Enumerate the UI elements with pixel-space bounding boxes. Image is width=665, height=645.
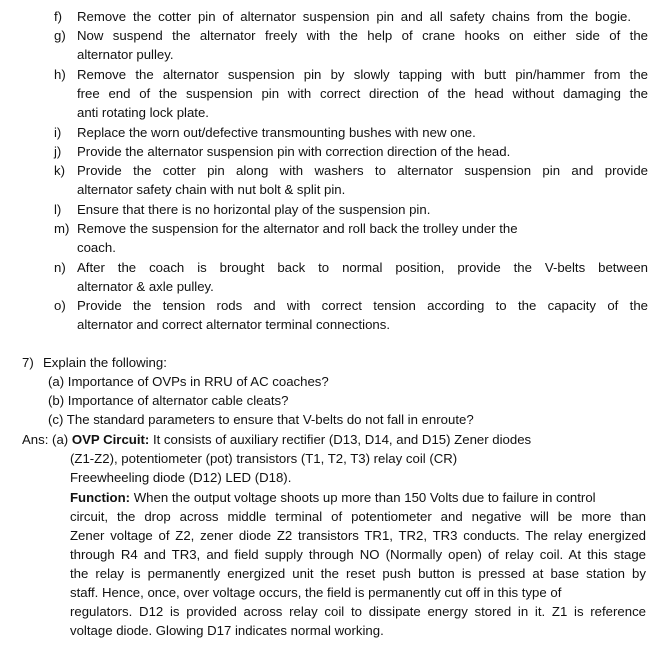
question-part: (a) Importance of OVPs in RRU of AC coaches?	[48, 374, 329, 389]
step-text: alternator and correct alternator terminal connections.	[77, 317, 390, 332]
step-text: Replace the worn out/defective transmounting bushes with new one.	[77, 125, 476, 140]
function-text: Zener voltage of Z2, zener diode Z2 transistors TR1, TR2, TR3 conducts. The relay energized	[70, 528, 646, 543]
step-text: anti rotating lock plate.	[77, 105, 209, 120]
step-label: n)	[54, 260, 66, 275]
step-text: Provide the tension rods and with correct tension according to the capacity of the	[77, 298, 648, 313]
question-part: (c) The standard parameters to ensure that V-belts do not fall in enroute?	[48, 412, 474, 427]
step-label: g)	[54, 28, 66, 43]
answer-line	[22, 430, 531, 449]
step-label: o)	[54, 298, 66, 313]
question-title: Explain the following:	[43, 355, 167, 370]
function-text: voltage diode. Glowing D17 indicates normal working.	[70, 623, 384, 638]
question-number: 7)	[22, 355, 34, 370]
step-text: Now suspend the alternator freely with the help of crane hooks on either side of the	[77, 28, 648, 43]
question-part: (b) Importance of alternator cable cleats?	[48, 393, 289, 408]
answer-heading-text: It consists of auxiliary rectifier (D13, D14, and D15) Zener diodes	[149, 432, 532, 447]
step-text: Remove the alternator suspension pin by slowly tapping with butt pin/hammer from the	[77, 67, 648, 82]
function-text: through R4 and TR3, and field supply through NO (Normally open) of relay coil. At this stage	[70, 547, 646, 562]
step-text: Provide the cotter pin along with washers to alternator suspension pin and provide	[77, 163, 648, 178]
step-text: Remove the suspension for the alternator and roll back the trolley under the	[77, 221, 518, 236]
step-label: k)	[54, 163, 65, 178]
function-text: regulators. D12 is provided across relay coil to dissipate energy stored in it. Z1 is reference	[70, 604, 646, 619]
function-line	[70, 488, 596, 507]
step-label: i)	[54, 125, 62, 140]
function-label: Function:	[70, 490, 131, 505]
step-text: alternator safety chain with nut bolt & split pin.	[77, 182, 346, 197]
step-text: alternator pulley.	[77, 47, 174, 62]
answer-heading: OVP Circuit:	[71, 432, 150, 447]
step-text: free end of the suspension pin with correct direction of the head without damaging the	[77, 86, 648, 101]
function-text: the relay is permanently energized unit the reset push button is pressed at base station by	[70, 566, 646, 581]
function-text: circuit, the drop across middle terminal of potentiometer and negative will be more than	[70, 509, 646, 524]
step-label: j)	[54, 144, 62, 159]
function-text: staff. Hence, once, over voltage occurs, the field is permanently cut off in this type of	[70, 585, 562, 600]
step-text: Provide the alternator suspension pin with correction direction of the head.	[77, 144, 511, 159]
function-text: When the output voltage shoots up more than 150 Volts due to failure in control	[130, 490, 596, 505]
step-text: Remove the cotter pin of alternator suspension pin and all safety chains from the bogie.	[77, 9, 631, 24]
answer-heading-text: (Z1-Z2), potentiometer (pot) transistors (T1, T2, T3) relay coil (CR)	[70, 451, 458, 466]
step-label: m)	[54, 221, 70, 236]
step-label: f)	[54, 9, 63, 24]
answer-heading-text: Freewheeling diode (D12) LED (D18).	[70, 470, 292, 485]
step-label: l)	[54, 202, 62, 217]
step-text: alternator & axle pulley.	[77, 279, 214, 294]
step-text: After the coach is brought back to normal position, provide the V-belts between	[77, 260, 648, 275]
step-text: coach.	[77, 240, 116, 255]
answer-prefix: Ans: (a)	[22, 432, 72, 447]
step-text: Ensure that there is no horizontal play of the suspension pin.	[77, 202, 431, 217]
step-label: h)	[54, 67, 66, 82]
